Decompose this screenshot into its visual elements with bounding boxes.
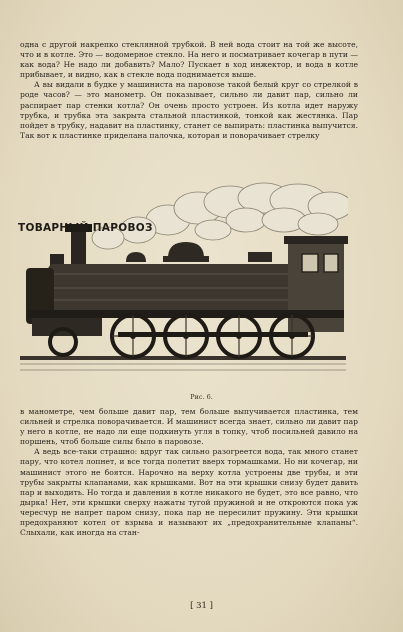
top-text-block — [20, 40, 358, 141]
paragraph: в манометре, чем больше давит пар, тем больше выпучивается пластинка, тем сильней и стрелка поворачивается. И машинист всегда знает, сильно ли давит пар у него в котле, не надо ли еще подкинуть угля в топку, чтоб посильней давило на поршень, чтоб больше силы было в паровозе. — [20, 407, 358, 447]
paragraph: А вы видали в будке у машиниста на паровозе такой белый круг со стрелкой в роде часов? — это манометр. Он показывает, сильно ли давит пар, сильно ли распирает пар стенки котла? Он очень просто устроен. Из котла идет наружу трубка, и трубка эта закрыта стальной пластинкой, тонкой как жестянка. Пар пойдет в трубку, надавит на пластинку, станет се выпирать: пластинка выпучится. Так вот к пластинке приделана палочка, которая и поворачивает стрелку — [20, 80, 358, 140]
figure-title: ТОВАРНЫЙ ПАРОВОЗ — [18, 222, 153, 234]
bottom-text-block — [20, 407, 358, 538]
paragraph: одна с другой накрепко стеклянной трубкой. В ней вода стоит на той же высоте, что и в котле. Это — водомерное стекло. На него и посматривает кочегар в пути — как вода? Не надо ли добавить? Мало? Пускает в ход инжектор, и вода в котле прибывает, и видно, как в стекле вода поднимается выше. — [20, 40, 358, 80]
page-number: [ 31 ] — [190, 601, 213, 611]
locomotive-illustration — [18, 180, 348, 380]
figure-caption: Рис. 6. — [190, 393, 213, 401]
paragraph: А ведь все-таки страшно: вдруг так сильно разогреется вода, так много станет пару, что котел лопнет, и все тогда полетит вверх тормашками. Но ни кочегар, ни машинист этого не боятся. Нарочно на верху котла устроены две трубы, и эти трубы закрыты клапанами, как крышками. Вот на эти крышки снизу будет давить пар и выходить. Но тогда и давления в котле никакого не будет, это все равно, что дырка! Нет, эти крышки сверху нажаты тугой пружиной и не откроются пока уж чересчур не напрет паром снизу, пока пар не пересилит пружину. Эти крышки предохраняют котел от взрыва и называют их „предохранительные клапаны“. Слыхали, как иногда на стан- — [20, 447, 358, 538]
